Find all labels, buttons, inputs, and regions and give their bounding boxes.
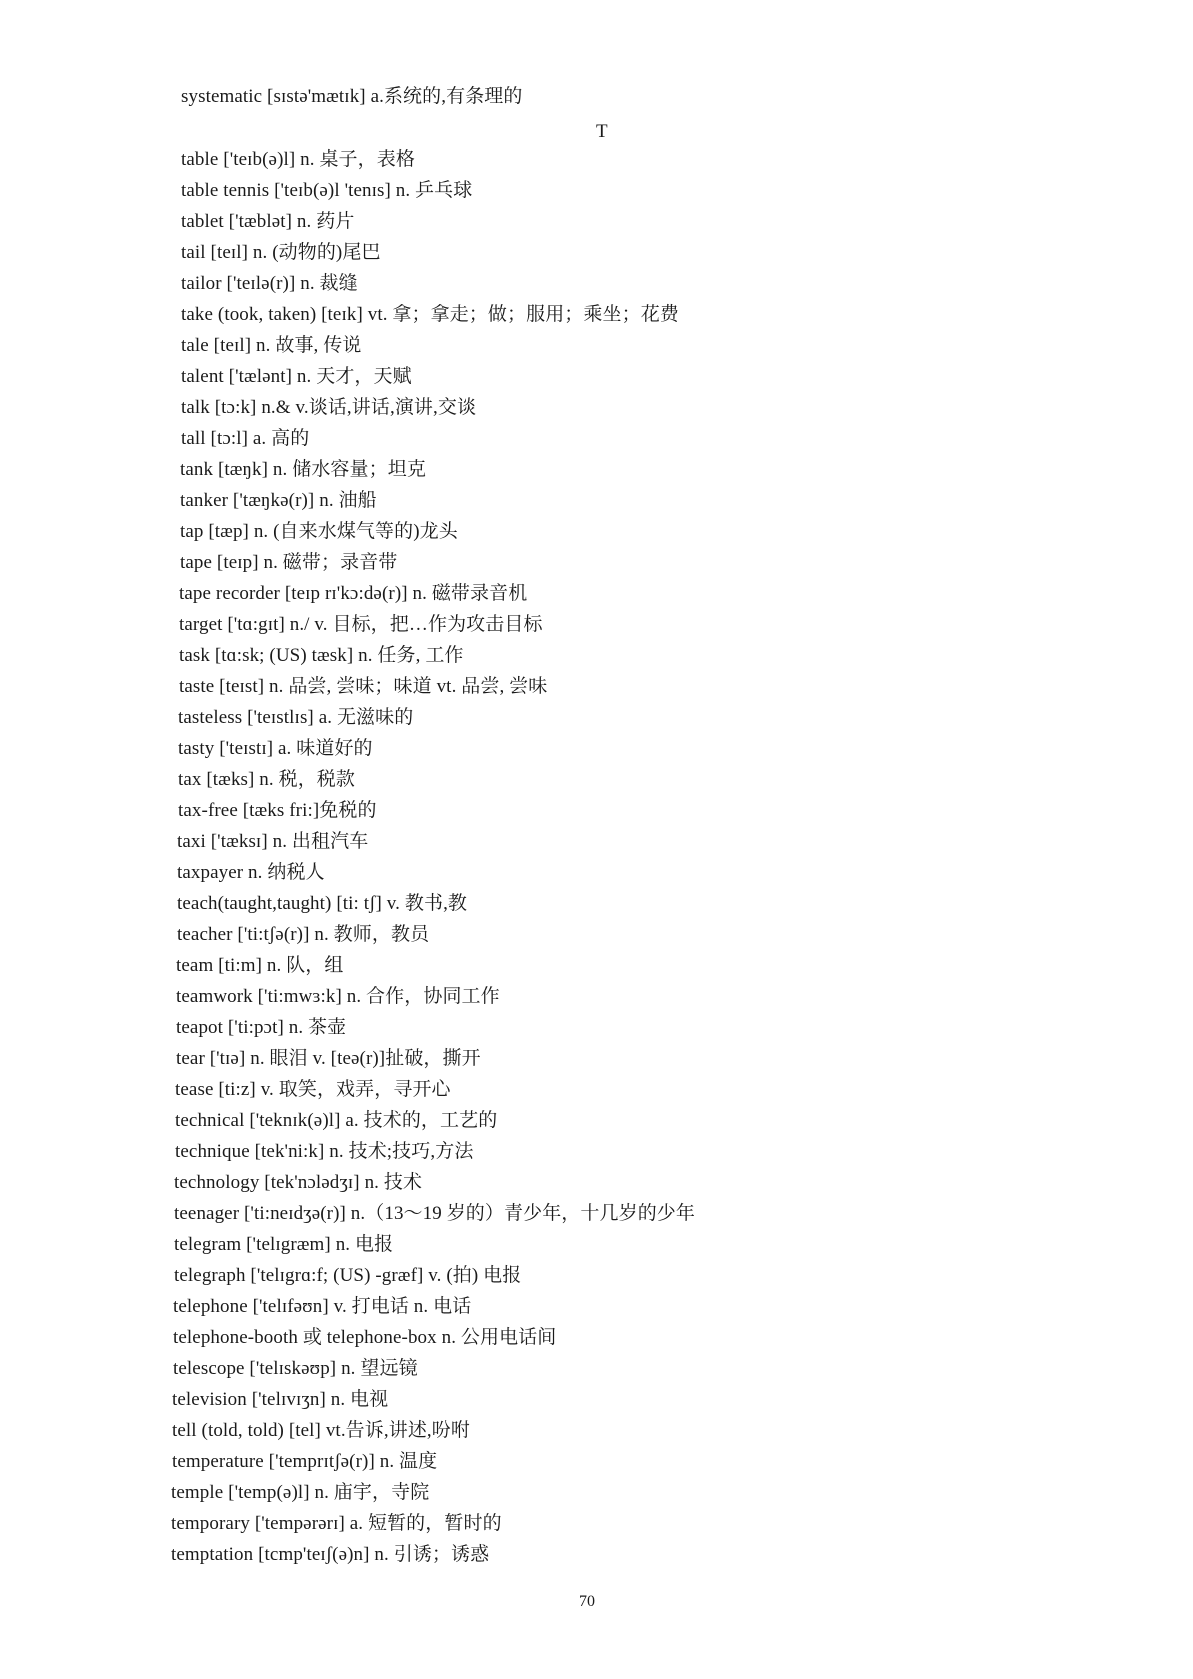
entry-table-tennis: table tennis ['teɪb(ə)l 'tenɪs] n. 乒乓球: [181, 180, 473, 201]
entry-technique: technique [tek'ni:k] n. 技术;技巧,方法: [175, 1141, 474, 1162]
page-number: 70: [579, 1593, 595, 1610]
entry-tax: tax [tæks] n. 税，税款: [178, 769, 356, 790]
entry-tap: tap [tæp] n. (自来水煤气等的)龙头: [180, 521, 458, 542]
entry-teenager: teenager ['ti:neɪdʒə(r)] n.（13～19 岁的）青少年，十几岁的少年: [174, 1203, 696, 1224]
entry-teacher: teacher ['ti:tʃə(r)] n. 教师，教员: [177, 924, 430, 945]
entry-talk: talk [tɔ:k] n.& v.谈话,讲话,演讲,交谈: [181, 397, 477, 418]
entry-tear: tear ['tɪə] n. 眼泪 v. [teə(r)]扯破，撕开: [176, 1048, 481, 1069]
entry-tail: tail [teɪl] n. (动物的)尾巴: [181, 242, 381, 263]
entry-talent: talent ['tælənt] n. 天才，天赋: [181, 366, 412, 387]
entry-table: table ['teɪb(ə)l] n. 桌子，表格: [181, 149, 415, 170]
entry-team: team [ti:m] n. 队，组: [176, 955, 344, 976]
section-letter: T: [596, 121, 608, 142]
entry-task: task [tɑ:sk; (US) tæsk] n. 任务, 工作: [179, 645, 464, 666]
entry-taste: taste [teɪst] n. 品尝, 尝味；味道 vt. 品尝, 尝味: [179, 676, 548, 697]
entry-take: take (took, taken) [teɪk] vt. 拿；拿走；做；服用；乘坐；花费: [181, 304, 679, 325]
entry-tasteless: tasteless ['teɪstlɪs] a. 无滋味的: [178, 707, 414, 728]
entry-taxpayer: taxpayer n. 纳税人: [177, 862, 325, 883]
entry-systematic: systematic [sɪstə'mætɪk] a.系统的,有条理的: [181, 86, 523, 107]
entry-telephone: telephone ['telɪfəʊn] v. 打电话 n. 电话: [173, 1296, 472, 1317]
entry-taxi: taxi ['tæksɪ] n. 出租汽车: [177, 831, 369, 852]
entry-temperature: temperature ['temprɪtʃə(r)] n. 温度: [172, 1451, 438, 1472]
entry-tease: tease [ti:z] v. 取笑，戏弄，寻开心: [175, 1079, 451, 1100]
entry-tank: tank [tæŋk] n. 储水容量；坦克: [180, 459, 426, 480]
entry-tape-recorder: tape recorder [teɪp rɪ'kɔ:də(r)] n. 磁带录音机: [179, 583, 528, 604]
entry-tailor: tailor ['teɪlə(r)] n. 裁缝: [181, 273, 358, 294]
entry-target: target ['tɑ:gɪt] n./ v. 目标，把…作为攻击目标: [179, 614, 543, 635]
entry-telescope: telescope ['telɪskəʊp] n. 望远镜: [173, 1358, 418, 1379]
entry-tax-free: tax-free [tæks fri:]免税的: [178, 800, 377, 821]
entry-telephone-booth: telephone-booth 或 telephone-box n. 公用电话间: [173, 1327, 557, 1348]
entry-tall: tall [tɔ:l] a. 高的: [181, 428, 310, 449]
entry-teamwork: teamwork ['ti:mwɜ:k] n. 合作，协同工作: [176, 986, 500, 1007]
entry-tell: tell (told, told) [tel] vt.告诉,讲述,吩咐: [172, 1420, 470, 1441]
entry-tale: tale [teɪl] n. 故事, 传说: [181, 335, 362, 356]
entry-teapot: teapot ['ti:pɔt] n. 茶壶: [176, 1017, 347, 1038]
entry-television: television ['telɪvɪʒn] n. 电视: [172, 1389, 389, 1410]
entry-telegram: telegram ['telɪgræm] n. 电报: [174, 1234, 394, 1255]
entry-temporary: temporary ['tempərərɪ] a. 短暂的，暂时的: [171, 1513, 502, 1534]
entry-telegraph: telegraph ['telɪgrɑ:f; (US) -græf] v. (拍) 电报: [174, 1265, 522, 1286]
entry-technical: technical ['teknɪk(ə)l] a. 技术的，工艺的: [175, 1110, 498, 1131]
entry-tasty: tasty ['teɪstɪ] a. 味道好的: [178, 738, 373, 759]
entry-tape: tape [teɪp] n. 磁带；录音带: [180, 552, 398, 573]
entry-tanker: tanker ['tæŋkə(r)] n. 油船: [180, 490, 377, 511]
entry-teach: teach(taught,taught) [ti: tʃ] v. 教书,教: [177, 893, 468, 914]
entry-temple: temple ['temp(ə)l] n. 庙宇，寺院: [171, 1482, 430, 1503]
entry-tablet: tablet ['tæblət] n. 药片: [181, 211, 355, 232]
entry-temptation: temptation [tcmp'teɪʃ(ə)n] n. 引诱；诱惑: [171, 1544, 490, 1565]
entry-technology: technology [tek'nɔlədʒɪ] n. 技术: [174, 1172, 423, 1193]
